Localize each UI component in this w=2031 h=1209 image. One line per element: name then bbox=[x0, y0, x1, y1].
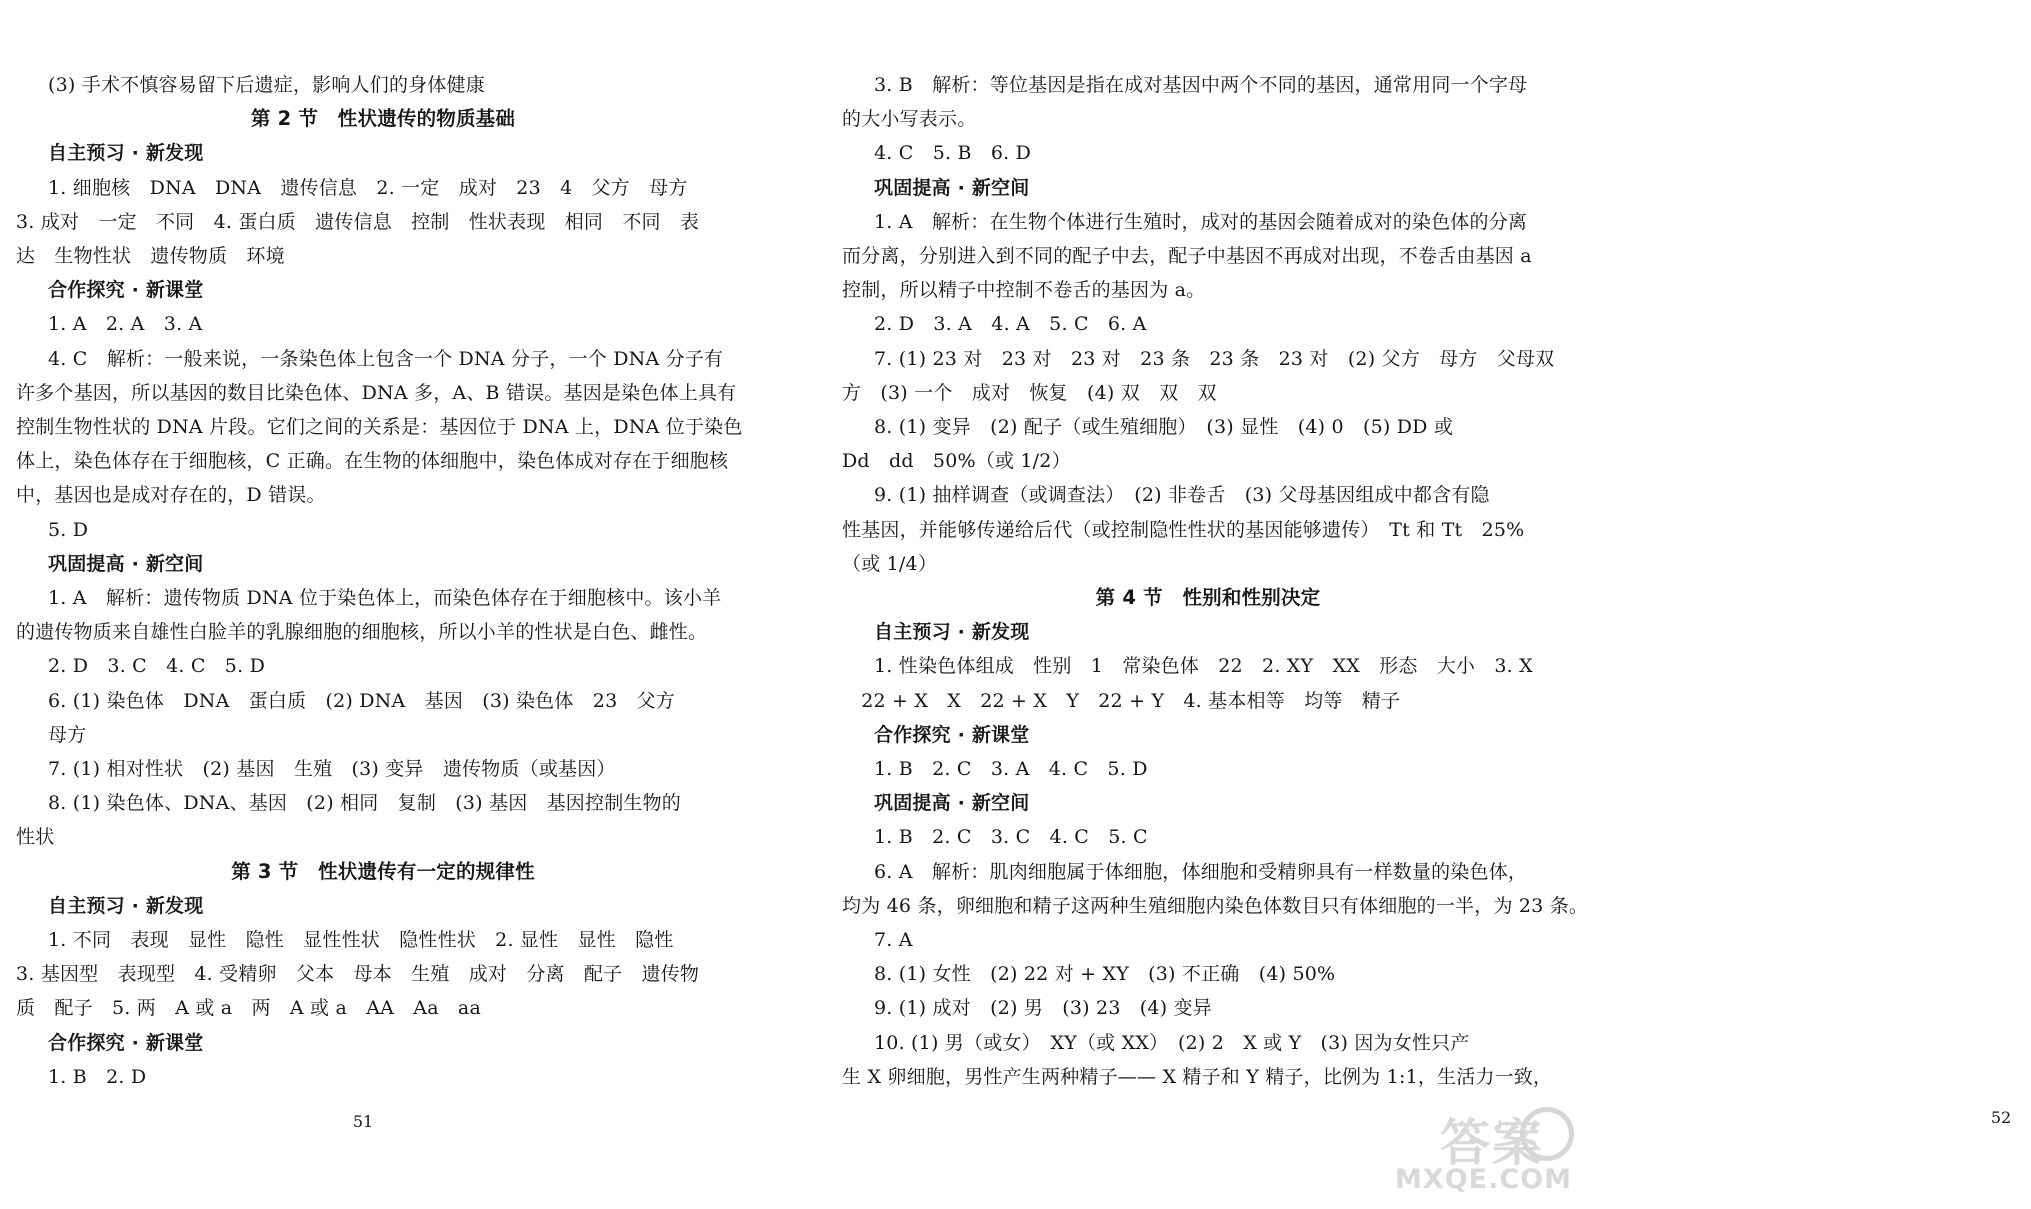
text-line: 2. D 3. A 4. A 5. C 6. A bbox=[874, 313, 1147, 336]
section-title: 第 3 节 性状遗传有一定的规律性 bbox=[231, 859, 535, 883]
text-line: 的大小写表示。 bbox=[842, 108, 977, 131]
text-line: Dd dd 50%（或 1/2） bbox=[842, 450, 1071, 473]
watermark-logo bbox=[1334, 1103, 1574, 1195]
text-line: 1. A 2. A 3. A bbox=[48, 313, 203, 336]
subsection-heading: 自主预习 · 新发现 bbox=[48, 894, 204, 917]
page-number-left: 51 bbox=[352, 1112, 374, 1131]
text-line: 的遗传物质来自雄性白脸羊的乳腺细胞的细胞核，所以小羊的性状是白色、雌性。 bbox=[16, 621, 708, 644]
watermark-site-text: MXQE.COM bbox=[1395, 1164, 1572, 1195]
text-line: 9. (1) 抽样调查（或调查法） (2) 非卷舌 (3) 父母基因组成中都含有隐 bbox=[874, 484, 1490, 507]
text-line: 方 (3) 一个 成对 恢复 (4) 双 双 双 bbox=[842, 381, 1217, 404]
text-line: 生 X 卵细胞，男性产生两种精子—— X 精子和 Y 精子，比例为 1:1，生活力一致， bbox=[842, 1065, 1553, 1088]
text-line: 控制，所以精子中控制不卷舌的基因为 a。 bbox=[842, 279, 1206, 302]
text-line: 8. (1) 女性 (2) 22 对 + XY (3) 不正确 (4) 50% bbox=[874, 963, 1336, 986]
text-line: 7. (1) 23 对 23 对 23 对 23 条 23 条 23 对 (2) 父方 母方 父母双 bbox=[874, 347, 1555, 370]
text-line: 6. (1) 染色体 DNA 蛋白质 (2) DNA 基因 (3) 染色体 23 父方 bbox=[48, 689, 675, 712]
subsection-heading: 合作探究 · 新课堂 bbox=[48, 1031, 204, 1054]
text-line: 中，基因也是成对存在的，D 错误。 bbox=[16, 484, 326, 507]
text-line: （或 1/4） bbox=[842, 552, 938, 575]
text-line: 控制生物性状的 DNA 片段。它们之间的关系是：基因位于 DNA 上，DNA 位于染色 bbox=[16, 416, 743, 439]
text-line: 3. 成对 一定 不同 4. 蛋白质 遗传信息 控制 性状表现 相同 不同 表 bbox=[16, 210, 700, 233]
subsection-heading: 巩固提高 · 新空间 bbox=[48, 552, 204, 575]
text-line: 7. (1) 相对性状 (2) 基因 生殖 (3) 变异 遗传物质（或基因） bbox=[48, 758, 616, 781]
watermark-main-text: 答案 bbox=[1440, 1114, 1544, 1172]
text-line: 性状 bbox=[16, 826, 55, 849]
right-page bbox=[816, 0, 2012, 1209]
text-line: 1. 性染色体组成 性别 1 常染色体 22 2. XY XX 形态 大小 3. X bbox=[874, 655, 1533, 678]
text-line: 4. C 解析：一般来说，一条染色体上包含一个 DNA 分子，一个 DNA 分子有 bbox=[48, 347, 724, 370]
watermark-circle-icon bbox=[1520, 1107, 1574, 1161]
text-line: 5. D bbox=[48, 518, 89, 541]
text-line: 体上，染色体存在于细胞核，C 正确。在生物的体细胞中，染色体成对存在于细胞核 bbox=[16, 450, 729, 473]
text-line: 1. B 2. C 3. C 4. C 5. C bbox=[874, 826, 1148, 849]
text-line: 8. (1) 染色体、DNA、基因 (2) 相同 复制 (3) 基因 基因控制生物的 bbox=[48, 792, 682, 815]
text-line: 6. A 解析：肌肉细胞属于体细胞，体细胞和受精卵具有一样数量的染色体， bbox=[874, 860, 1528, 883]
text-line: 许多个基因，所以基因的数目比染色体、DNA 多，A、B 错误。基因是染色体上具有 bbox=[16, 381, 737, 404]
text-line: 3. 基因型 表现型 4. 受精卵 父本 母本 生殖 成对 分离 配子 遗传物 bbox=[16, 963, 700, 986]
left-page-text bbox=[16, 68, 750, 1094]
text-line: 性基因，并能够传递给后代（或控制隐性性状的基因能够遗传） Tt 和 Tt 25% bbox=[842, 518, 1525, 541]
text-line: 10. (1) 男（或女） XY（或 XX） (2) 2 X 或 Y (3) 因为女性只产 bbox=[874, 1031, 1470, 1054]
page-number-right: 52 bbox=[1990, 1108, 2012, 1127]
text-line: 而分离，分别进入到不同的配子中去，配子中基因不再成对出现，不卷舌由基因 a bbox=[842, 245, 1532, 268]
text-line: 1. 不同 表现 显性 隐性 显性性状 隐性性状 2. 显性 显性 隐性 bbox=[48, 929, 674, 952]
subsection-heading: 合作探究 · 新课堂 bbox=[48, 279, 204, 302]
subsection-heading: 巩固提高 · 新空间 bbox=[874, 792, 1030, 815]
text-line: 母方 bbox=[48, 723, 87, 746]
left-page bbox=[0, 0, 790, 1209]
subsection-heading: 巩固提高 · 新空间 bbox=[874, 176, 1030, 199]
text-line: (3) 手术不慎容易留下后遗症，影响人们的身体健康 bbox=[48, 74, 485, 96]
text-line: 1. 细胞核 DNA DNA 遗传信息 2. 一定 成对 23 4 父方 母方 bbox=[48, 176, 688, 199]
subsection-heading: 自主预习 · 新发现 bbox=[48, 142, 204, 165]
text-line: 9. (1) 成对 (2) 男 (3) 23 (4) 变异 bbox=[874, 997, 1212, 1020]
text-line: 1. A 解析：在生物个体进行生殖时，成对的基因会随着成对的染色体的分离 bbox=[874, 210, 1528, 233]
text-line: 8. (1) 变异 (2) 配子（或生殖细胞） (3) 显性 (4) 0 (5) DD 或 bbox=[874, 416, 1454, 439]
text-line: 质 配子 5. 两 A 或 a 两 A 或 a AA Aa aa bbox=[16, 997, 481, 1020]
text-line: 22 + X X 22 + X Y 22 + Y 4. 基本相等 均等 精子 bbox=[842, 689, 1401, 712]
text-line: 1. B 2. D bbox=[48, 1065, 147, 1088]
text-line: 4. C 5. B 6. D bbox=[874, 142, 1032, 165]
section-title: 第 4 节 性别和性别决定 bbox=[1095, 586, 1321, 610]
section-title: 第 2 节 性状遗传的物质基础 bbox=[250, 107, 516, 131]
text-line: 2. D 3. C 4. C 5. D bbox=[48, 655, 266, 678]
text-line: 1. B 2. C 3. A 4. C 5. D bbox=[874, 758, 1148, 781]
text-line: 1. A 解析：遗传物质 DNA 位于染色体上，而染色体存在于细胞核中。该小羊 bbox=[48, 587, 722, 610]
text-line: 7. A bbox=[874, 929, 913, 952]
text-line: 3. B 解析：等位基因是指在成对基因中两个不同的基因，通常用同一个字母 bbox=[874, 74, 1528, 96]
text-line: 达 生物性状 遗传物质 环境 bbox=[16, 245, 285, 268]
text-line: 均为 46 条，卵细胞和精子这两种生殖细胞内染色体数目只有体细胞的一半，为 23 条。 bbox=[842, 894, 1589, 917]
right-page-text bbox=[842, 68, 1589, 1094]
subsection-heading: 自主预习 · 新发现 bbox=[874, 621, 1030, 644]
subsection-heading: 合作探究 · 新课堂 bbox=[874, 723, 1030, 746]
